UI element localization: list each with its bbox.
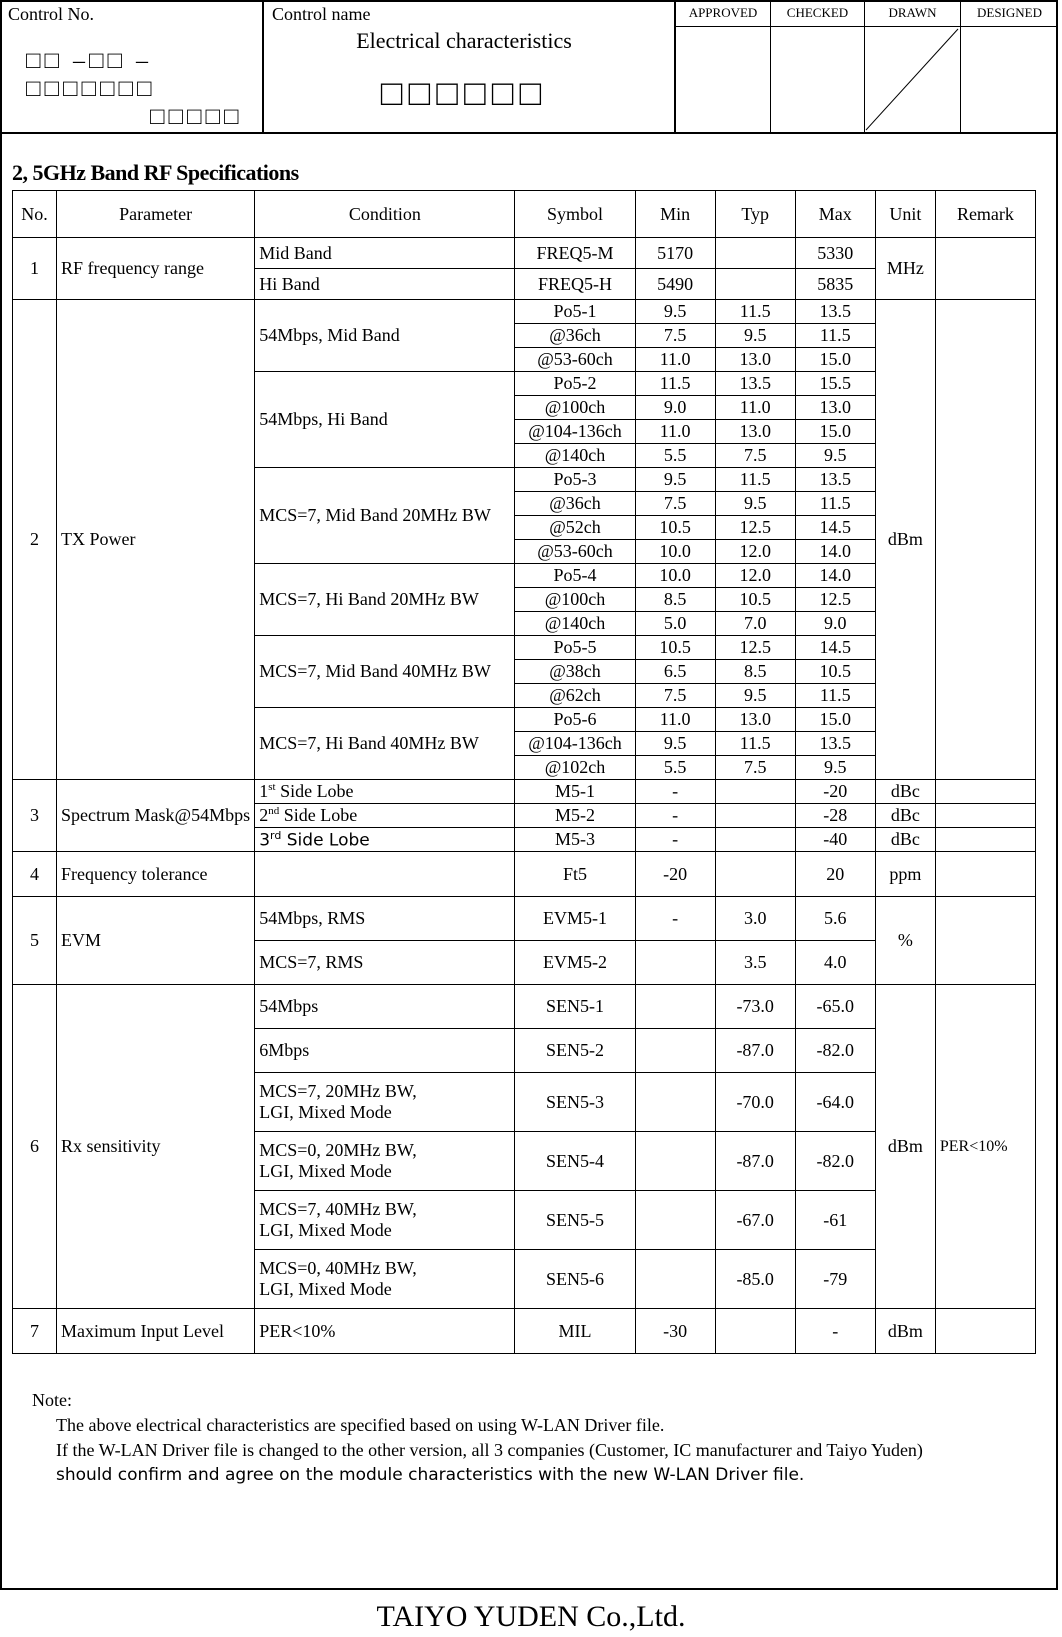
symbol-cell: @36ch bbox=[515, 492, 635, 516]
unit-cell: dBm bbox=[875, 300, 935, 780]
min-cell bbox=[635, 1250, 715, 1309]
max-cell: 9.5 bbox=[795, 444, 875, 468]
min-cell: 10.0 bbox=[635, 540, 715, 564]
max-cell: 20 bbox=[795, 852, 875, 897]
condition-line: MCS=0, 20MHz BW, bbox=[259, 1140, 417, 1160]
row-number: 7 bbox=[13, 1309, 57, 1354]
unit-cell: dBc bbox=[875, 804, 935, 828]
typ-cell: 13.0 bbox=[715, 708, 795, 732]
max-cell: 13.5 bbox=[795, 732, 875, 756]
header-condition: Condition bbox=[255, 191, 515, 238]
min-cell: 5.5 bbox=[635, 756, 715, 780]
max-cell: 11.5 bbox=[795, 684, 875, 708]
remark-cell bbox=[935, 780, 1035, 804]
max-cell: 14.0 bbox=[795, 564, 875, 588]
condition-cell: 54Mbps, Mid Band bbox=[255, 300, 515, 372]
table-row bbox=[13, 238, 1036, 269]
section-title: 2, 5GHz Band RF Specifications bbox=[12, 160, 299, 185]
side-lobe-ordinal: 2 bbox=[259, 805, 269, 825]
min-cell: 5490 bbox=[635, 269, 715, 300]
parameter-cell: RF frequency range bbox=[57, 238, 255, 300]
symbol-cell: @62ch bbox=[515, 684, 635, 708]
typ-cell bbox=[715, 804, 795, 828]
min-cell: 9.5 bbox=[635, 300, 715, 324]
symbol-cell: M5-1 bbox=[515, 780, 635, 804]
typ-cell: 13.0 bbox=[715, 420, 795, 444]
min-cell: 11.0 bbox=[635, 348, 715, 372]
max-cell: 5.6 bbox=[795, 897, 875, 941]
symbol-cell: @53-60ch bbox=[515, 540, 635, 564]
remark-cell bbox=[935, 897, 1035, 985]
unit-cell: MHz bbox=[875, 238, 935, 300]
max-cell: 13.0 bbox=[795, 396, 875, 420]
symbol-cell: @140ch bbox=[515, 444, 635, 468]
max-cell: 5835 bbox=[795, 269, 875, 300]
condition-cell: PER<10% bbox=[255, 1309, 515, 1354]
min-cell bbox=[635, 985, 715, 1029]
note-line: The above electrical characteristics are specified based on using W-LAN Driver file. bbox=[56, 1415, 665, 1435]
condition-cell: Hi Band bbox=[255, 269, 515, 300]
note-block bbox=[32, 1388, 923, 1488]
unit-cell: dBc bbox=[875, 828, 935, 852]
max-cell: -20 bbox=[795, 780, 875, 804]
remark-cell bbox=[935, 1309, 1035, 1354]
typ-cell: 11.5 bbox=[715, 468, 795, 492]
typ-cell bbox=[715, 780, 795, 804]
condition-cell bbox=[255, 1029, 515, 1073]
symbol-cell: Po5-2 bbox=[515, 372, 635, 396]
side-lobe-suffix: nd bbox=[268, 805, 280, 817]
parameter-cell: TX Power bbox=[57, 300, 255, 780]
header-symbol: Symbol bbox=[515, 191, 635, 238]
min-cell: - bbox=[635, 828, 715, 852]
header-no: No. bbox=[13, 191, 57, 238]
symbol-cell: SEN5-4 bbox=[515, 1132, 635, 1191]
drawn-slash-mark bbox=[864, 27, 960, 132]
control-no-label: Control No. bbox=[8, 4, 95, 24]
note-title: Note: bbox=[32, 1390, 72, 1410]
typ-cell: -70.0 bbox=[715, 1073, 795, 1132]
min-cell: 8.5 bbox=[635, 588, 715, 612]
approved-label: APPROVED bbox=[676, 0, 770, 27]
side-lobe-ordinal: 1 bbox=[259, 781, 269, 801]
max-cell: 9.5 bbox=[795, 756, 875, 780]
symbol-cell: @100ch bbox=[515, 588, 635, 612]
table-row bbox=[13, 1309, 1036, 1354]
condition-cell bbox=[255, 804, 515, 828]
min-cell bbox=[635, 1073, 715, 1132]
symbol-cell: SEN5-1 bbox=[515, 985, 635, 1029]
parameter-cell: Rx sensitivity bbox=[57, 985, 255, 1309]
condition-cell bbox=[255, 1132, 515, 1191]
side-lobe-ordinal: 3 bbox=[259, 830, 271, 851]
typ-cell: 10.5 bbox=[715, 588, 795, 612]
condition-cell: MCS=7, Hi Band 40MHz BW bbox=[255, 708, 515, 780]
condition-cell bbox=[255, 780, 515, 804]
table-row bbox=[13, 852, 1036, 897]
typ-cell: 11.5 bbox=[715, 300, 795, 324]
min-cell: 7.5 bbox=[635, 684, 715, 708]
condition-cell bbox=[255, 985, 515, 1029]
min-cell: 9.0 bbox=[635, 396, 715, 420]
condition-line: 6Mbps bbox=[259, 1040, 310, 1060]
symbol-cell: Po5-5 bbox=[515, 636, 635, 660]
control-no-value: □□ –□□ – bbox=[26, 48, 152, 74]
min-cell bbox=[635, 1191, 715, 1250]
typ-cell: 12.0 bbox=[715, 540, 795, 564]
note-line: If the W-LAN Driver file is changed to the other version, all 3 companies (Customer, IC manufacturer and Taiyo Yuden) bbox=[56, 1440, 923, 1460]
min-cell bbox=[635, 1029, 715, 1073]
side-lobe-suffix: rd bbox=[270, 828, 282, 842]
symbol-cell: @140ch bbox=[515, 612, 635, 636]
unit-cell: ppm bbox=[875, 852, 935, 897]
max-cell: -40 bbox=[795, 828, 875, 852]
condition-cell: MCS=7, Hi Band 20MHz BW bbox=[255, 564, 515, 636]
min-cell: 6.5 bbox=[635, 660, 715, 684]
typ-cell: 12.0 bbox=[715, 564, 795, 588]
symbol-cell: SEN5-5 bbox=[515, 1191, 635, 1250]
side-lobe-label: Side Lobe bbox=[281, 830, 370, 851]
condition-cell bbox=[255, 828, 515, 852]
typ-cell: 3.5 bbox=[715, 941, 795, 985]
min-cell bbox=[635, 1132, 715, 1191]
symbol-cell: M5-3 bbox=[515, 828, 635, 852]
control-name-label: Control name bbox=[272, 4, 371, 24]
approved-cell bbox=[676, 0, 770, 132]
unit-cell: dBc bbox=[875, 780, 935, 804]
min-cell: 5.0 bbox=[635, 612, 715, 636]
condition-line: MCS=7, 20MHz BW, bbox=[259, 1081, 417, 1101]
symbol-cell: @53-60ch bbox=[515, 348, 635, 372]
side-lobe-suffix: st bbox=[268, 781, 276, 793]
condition-line: 54Mbps bbox=[259, 996, 319, 1016]
symbol-cell: @100ch bbox=[515, 396, 635, 420]
min-cell: 11.5 bbox=[635, 372, 715, 396]
max-cell: 10.5 bbox=[795, 660, 875, 684]
typ-cell: -67.0 bbox=[715, 1191, 795, 1250]
min-cell: 5170 bbox=[635, 238, 715, 269]
max-cell: 9.0 bbox=[795, 612, 875, 636]
title-block bbox=[0, 0, 1058, 134]
condition-cell: MCS=7, RMS bbox=[255, 941, 515, 985]
table-header-row bbox=[13, 191, 1036, 238]
max-cell: 15.0 bbox=[795, 348, 875, 372]
control-name-cell bbox=[264, 0, 676, 132]
condition-line: MCS=0, 40MHz BW, bbox=[259, 1258, 417, 1278]
max-cell: -82.0 bbox=[795, 1029, 875, 1073]
max-cell: 11.5 bbox=[795, 324, 875, 348]
condition-line: LGI, Mixed Mode bbox=[259, 1279, 392, 1299]
max-cell: -79 bbox=[795, 1250, 875, 1309]
min-cell: 7.5 bbox=[635, 324, 715, 348]
row-number: 6 bbox=[13, 985, 57, 1309]
symbol-cell: M5-2 bbox=[515, 804, 635, 828]
table-row bbox=[13, 300, 1036, 324]
symbol-cell: @36ch bbox=[515, 324, 635, 348]
typ-cell: 13.0 bbox=[715, 348, 795, 372]
max-cell: - bbox=[795, 1309, 875, 1354]
max-cell: 14.5 bbox=[795, 636, 875, 660]
side-lobe-label: Side Lobe bbox=[279, 805, 358, 825]
typ-cell: -87.0 bbox=[715, 1029, 795, 1073]
unit-cell: % bbox=[875, 897, 935, 985]
symbol-cell: @104-136ch bbox=[515, 420, 635, 444]
symbol-cell: FREQ5-H bbox=[515, 269, 635, 300]
symbol-cell: EVM5-2 bbox=[515, 941, 635, 985]
max-cell: 14.0 bbox=[795, 540, 875, 564]
row-number: 4 bbox=[13, 852, 57, 897]
symbol-cell: SEN5-2 bbox=[515, 1029, 635, 1073]
min-cell bbox=[635, 941, 715, 985]
header-unit: Unit bbox=[875, 191, 935, 238]
remark-cell bbox=[935, 828, 1035, 852]
condition-cell: 54Mbps, Hi Band bbox=[255, 372, 515, 468]
parameter-cell: Spectrum Mask@54Mbps bbox=[57, 780, 255, 852]
row-number: 5 bbox=[13, 897, 57, 985]
typ-cell bbox=[715, 828, 795, 852]
symbol-cell: Po5-6 bbox=[515, 708, 635, 732]
checked-label: CHECKED bbox=[771, 0, 864, 27]
max-cell: 11.5 bbox=[795, 492, 875, 516]
remark-cell bbox=[935, 238, 1035, 300]
max-cell: -65.0 bbox=[795, 985, 875, 1029]
min-cell: - bbox=[635, 780, 715, 804]
typ-cell: -85.0 bbox=[715, 1250, 795, 1309]
max-cell: 15.5 bbox=[795, 372, 875, 396]
typ-cell: -87.0 bbox=[715, 1132, 795, 1191]
table-row bbox=[13, 985, 1036, 1029]
remark-cell bbox=[935, 300, 1035, 780]
min-cell: 11.0 bbox=[635, 708, 715, 732]
row-number: 1 bbox=[13, 238, 57, 300]
symbol-cell: @104-136ch bbox=[515, 732, 635, 756]
remark-cell: PER<10% bbox=[935, 985, 1035, 1309]
condition-cell bbox=[255, 1191, 515, 1250]
header-parameter: Parameter bbox=[57, 191, 255, 238]
control-name-sub: □□□□□□ bbox=[380, 73, 548, 113]
header-remark: Remark bbox=[935, 191, 1035, 238]
typ-cell: 11.5 bbox=[715, 732, 795, 756]
side-lobe-label: Side Lobe bbox=[275, 781, 354, 801]
max-cell: 13.5 bbox=[795, 468, 875, 492]
symbol-cell: EVM5-1 bbox=[515, 897, 635, 941]
condition-cell bbox=[255, 852, 515, 897]
note-line: should confirm and agree on the module characteristics with the new W-LAN Driver file. bbox=[56, 1465, 805, 1485]
typ-cell: 9.5 bbox=[715, 324, 795, 348]
condition-cell: Mid Band bbox=[255, 238, 515, 269]
min-cell: - bbox=[635, 804, 715, 828]
symbol-cell: FREQ5-M bbox=[515, 238, 635, 269]
max-cell: 15.0 bbox=[795, 420, 875, 444]
symbol-cell: @52ch bbox=[515, 516, 635, 540]
row-number: 3 bbox=[13, 780, 57, 852]
designed-label: DESIGNED bbox=[961, 0, 1058, 27]
typ-cell: 11.0 bbox=[715, 396, 795, 420]
typ-cell: 12.5 bbox=[715, 516, 795, 540]
spec-table bbox=[12, 190, 1036, 1354]
typ-cell: 13.5 bbox=[715, 372, 795, 396]
max-cell: 14.5 bbox=[795, 516, 875, 540]
condition-cell bbox=[255, 1250, 515, 1309]
max-cell: 13.5 bbox=[795, 300, 875, 324]
condition-line: LGI, Mixed Mode bbox=[259, 1161, 392, 1181]
typ-cell: 12.5 bbox=[715, 636, 795, 660]
control-no-value: □□□□□ bbox=[150, 104, 243, 130]
condition-line: LGI, Mixed Mode bbox=[259, 1220, 392, 1240]
min-cell: -20 bbox=[635, 852, 715, 897]
parameter-cell: EVM bbox=[57, 897, 255, 985]
row-number: 2 bbox=[13, 300, 57, 780]
max-cell: -61 bbox=[795, 1191, 875, 1250]
min-cell: -30 bbox=[635, 1309, 715, 1354]
symbol-cell: Po5-1 bbox=[515, 300, 635, 324]
min-cell: 7.5 bbox=[635, 492, 715, 516]
min-cell: 10.0 bbox=[635, 564, 715, 588]
table-body bbox=[13, 238, 1036, 1354]
max-cell: 5330 bbox=[795, 238, 875, 269]
symbol-cell: Po5-4 bbox=[515, 564, 635, 588]
condition-cell: MCS=7, Mid Band 40MHz BW bbox=[255, 636, 515, 708]
max-cell: 15.0 bbox=[795, 708, 875, 732]
control-name-value: Electrical characteristics bbox=[356, 28, 572, 53]
parameter-cell: Maximum Input Level bbox=[57, 1309, 255, 1354]
typ-cell: 9.5 bbox=[715, 492, 795, 516]
typ-cell: 7.5 bbox=[715, 444, 795, 468]
symbol-cell: SEN5-3 bbox=[515, 1073, 635, 1132]
typ-cell: 8.5 bbox=[715, 660, 795, 684]
max-cell: 4.0 bbox=[795, 941, 875, 985]
typ-cell bbox=[715, 238, 795, 269]
max-cell: -28 bbox=[795, 804, 875, 828]
symbol-cell: MIL bbox=[515, 1309, 635, 1354]
symbol-cell: @38ch bbox=[515, 660, 635, 684]
typ-cell bbox=[715, 269, 795, 300]
max-cell: -82.0 bbox=[795, 1132, 875, 1191]
table-row bbox=[13, 780, 1036, 804]
min-cell: 9.5 bbox=[635, 732, 715, 756]
condition-cell: MCS=7, Mid Band 20MHz BW bbox=[255, 468, 515, 564]
condition-cell: 54Mbps, RMS bbox=[255, 897, 515, 941]
typ-cell bbox=[715, 1309, 795, 1354]
typ-cell: 3.0 bbox=[715, 897, 795, 941]
control-no-cell bbox=[0, 0, 264, 132]
drawn-label: DRAWN bbox=[865, 0, 960, 27]
condition-cell bbox=[255, 1073, 515, 1132]
max-cell: -64.0 bbox=[795, 1073, 875, 1132]
min-cell: 11.0 bbox=[635, 420, 715, 444]
min-cell: 5.5 bbox=[635, 444, 715, 468]
min-cell: 10.5 bbox=[635, 636, 715, 660]
unit-cell: dBm bbox=[875, 1309, 935, 1354]
symbol-cell: @102ch bbox=[515, 756, 635, 780]
remark-cell bbox=[935, 852, 1035, 897]
max-cell: 12.5 bbox=[795, 588, 875, 612]
header-max: Max bbox=[795, 191, 875, 238]
table-row bbox=[13, 897, 1036, 941]
symbol-cell: Po5-3 bbox=[515, 468, 635, 492]
remark-cell bbox=[935, 804, 1035, 828]
typ-cell: -73.0 bbox=[715, 985, 795, 1029]
control-no-value: □□□□□□□ bbox=[26, 76, 156, 102]
checked-cell bbox=[770, 0, 864, 132]
typ-cell: 7.0 bbox=[715, 612, 795, 636]
company-footer: TAIYO YUDEN Co.,Ltd. bbox=[376, 1600, 686, 1633]
min-cell: - bbox=[635, 897, 715, 941]
min-cell: 10.5 bbox=[635, 516, 715, 540]
typ-cell: 7.5 bbox=[715, 756, 795, 780]
condition-line: MCS=7, 40MHz BW, bbox=[259, 1199, 417, 1219]
symbol-cell: SEN5-6 bbox=[515, 1250, 635, 1309]
typ-cell bbox=[715, 852, 795, 897]
header-min: Min bbox=[635, 191, 715, 238]
unit-cell: dBm bbox=[875, 985, 935, 1309]
symbol-cell: Ft5 bbox=[515, 852, 635, 897]
header-typ: Typ bbox=[715, 191, 795, 238]
condition-line: LGI, Mixed Mode bbox=[259, 1102, 392, 1122]
designed-cell bbox=[960, 0, 1058, 132]
typ-cell: 9.5 bbox=[715, 684, 795, 708]
min-cell: 9.5 bbox=[635, 468, 715, 492]
parameter-cell: Frequency tolerance bbox=[57, 852, 255, 897]
